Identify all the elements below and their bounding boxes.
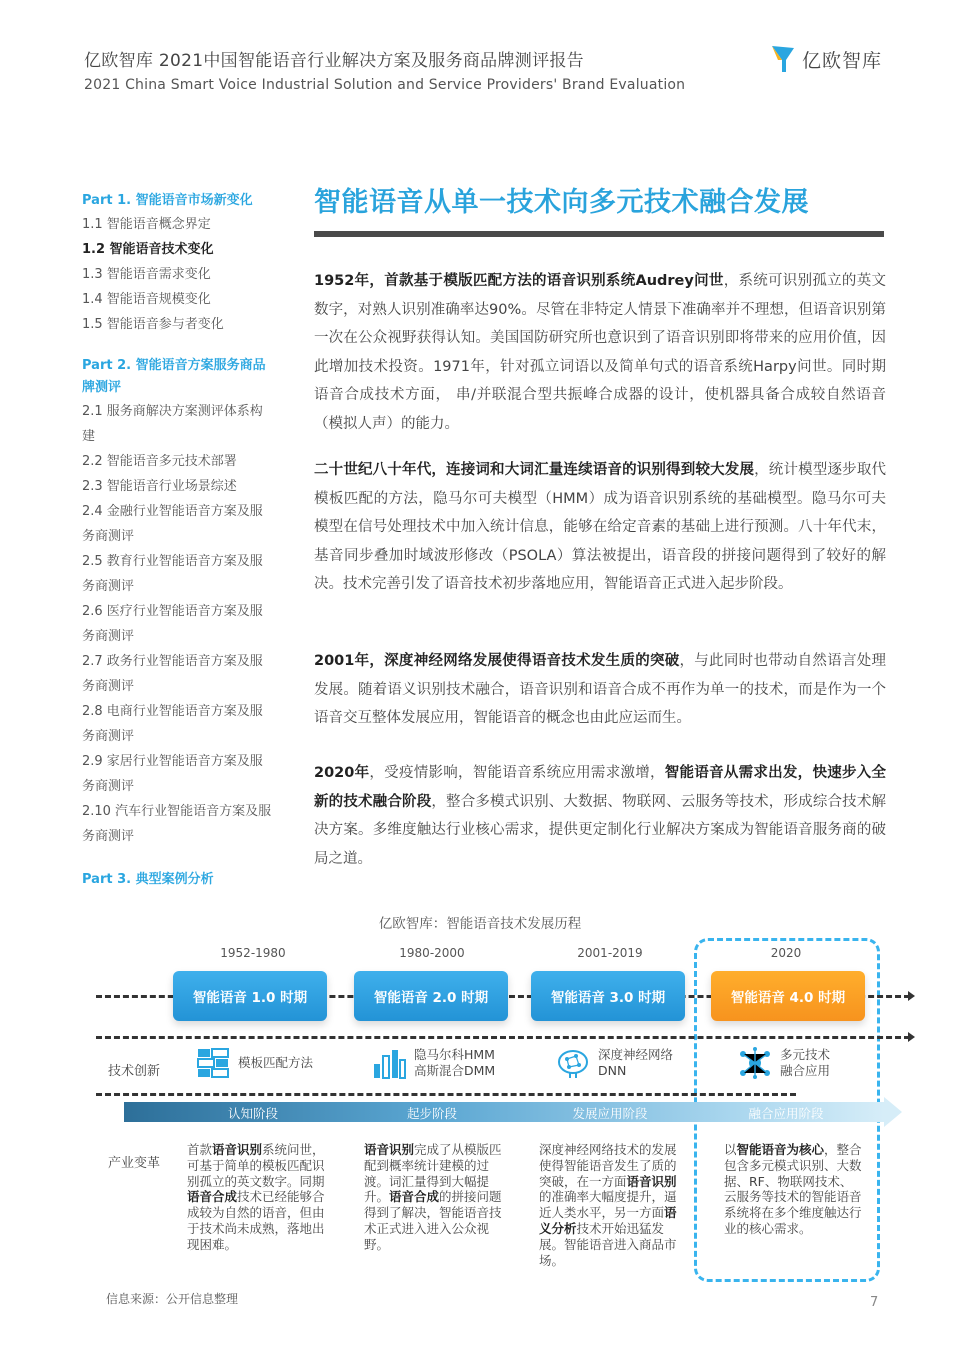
tech-label: 深度神经网络 <box>598 1047 674 1062</box>
era-4-badge: 智能语音 4.0 时期 <box>711 971 865 1021</box>
paragraph-emphasis: 智能语音从需求出发，快速步入全新的技术融合阶段 <box>314 765 887 810</box>
title-divider <box>314 231 884 237</box>
desc-text: 的拼接问题得到了解决，智能语音技术正式进入进入公众视野。 <box>364 1189 502 1252</box>
toc-item[interactable]: 2.7 政务行业智能语音方案及服务商测评 <box>82 654 263 694</box>
era-4-description <box>724 1142 864 1237</box>
paragraph-body: ，系统可识别孤立的英文数字，对熟人识别准确率达90%。尽管在非特定人情景下准确率并不理想，但语音识别第一次在公众视野获得认知。美国国防研究所也意识到了语音识别即将带来的应用价值，因此增加技术投资。1971年，针对孤立词语以及简单句式的语音系统Harpy问世。同时期语音合成技术方面， 串/并联混合型共振峰合成器的设计，使机器具备合成较自然语音（模拟人声）的能力。 <box>314 273 886 432</box>
toc-item[interactable]: 1.4 智能语音规模变化 <box>82 292 211 307</box>
paragraph-lead: 二十世纪八十年代，连接词和大词汇量连续语音的识别得到较大发展 <box>314 462 755 478</box>
desc-text: 的准确率大幅度提升，逼近人类水平，另一方面 <box>539 1189 677 1221</box>
tech-label: 隐马尔科HMM <box>414 1047 495 1062</box>
toc-item[interactable]: 2.9 家居行业智能语音方案及服务商测评 <box>82 754 263 794</box>
timeline-dash-middle <box>96 1036 910 1039</box>
toc-item[interactable]: 2.8 电商行业智能语音方案及服务商测评 <box>82 704 263 744</box>
era-year: 2020 <box>770 946 802 960</box>
arrow-right-icon <box>908 991 915 1001</box>
toc-item[interactable]: 1.5 智能语音参与者变化 <box>82 317 224 332</box>
desc-text: 以 <box>724 1142 737 1157</box>
section-title: 智能语音从单一技术向多元技术融合发展 <box>314 187 809 218</box>
row-label-tech: 技术创新 <box>108 1064 161 1079</box>
toc-item[interactable]: 2.1 服务商解决方案测评体系构建 <box>82 404 263 444</box>
tech-label: 模板匹配方法 <box>238 1055 314 1070</box>
toc-part-1[interactable]: Part 1. 智能语音市场新变化 <box>82 193 253 208</box>
tech-label: 高斯混合DMM <box>414 1063 496 1078</box>
desc-emphasis: 语音识别 <box>364 1142 415 1157</box>
tech-item <box>196 1046 313 1080</box>
figure-title: 亿欧智库：智能语音技术发展历程 <box>378 916 582 932</box>
paragraph-1980s <box>314 456 886 599</box>
logo-text: 亿欧智库 <box>802 49 883 72</box>
desc-emphasis: 语音识别 <box>212 1142 263 1157</box>
toc-item[interactable]: 2.5 教育行业智能语音方案及服务商测评 <box>82 554 263 594</box>
desc-emphasis: 语音合成 <box>187 1189 238 1205</box>
toc-item[interactable]: 2.4 金融行业智能语音方案及服务商测评 <box>82 504 263 544</box>
paragraph-lead: 2001年，深度神经网络发展使得语音技术发生质的突破 <box>314 653 680 669</box>
table-of-contents <box>82 190 282 891</box>
stage-label: 融合应用阶段 <box>748 1106 824 1121</box>
stage-label: 发展应用阶段 <box>572 1106 648 1121</box>
toc-item[interactable]: 2.3 智能语音行业场景综述 <box>82 479 237 494</box>
era-year: 2001-2019 <box>577 946 643 960</box>
era-year: 1980-2000 <box>399 946 465 960</box>
paragraph-lead: 2020年 <box>314 765 370 781</box>
tech-label: 多元技术 <box>780 1047 831 1062</box>
report-title-cn: 亿欧智库 2021中国智能语音行业解决方案及服务商品牌测评报告 <box>84 51 584 71</box>
era-year: 1952-1980 <box>220 946 286 960</box>
paragraph-body: ，统计模型逐步取代模板匹配的方法，隐马尔可夫模型（HMM）成为语音识别系统的基础模型。隐马尔可夫模型在信号处理技术中加入统计信息，能够在给定音素的基础上进行预测。八十年代末，基音同步叠加时域波形修改（PSOLA）算法被提出，语音段的拼接问题得到了较好的解决。技术完善引发了语音技术初步落地应用，智能语音正式进入起步阶段。 <box>314 462 887 592</box>
page-number: 7 <box>870 1295 879 1310</box>
toc-item[interactable]: 1.3 智能语音需求变化 <box>82 267 211 282</box>
paragraph-body: ，受疫情影响，智能语音系统应用需求激增， <box>369 765 665 781</box>
fusion-nodes-icon <box>738 1046 772 1080</box>
tech-label: DNN <box>598 1063 627 1078</box>
toc-item[interactable]: 2.10 汽车行业智能语音方案及服务商测评 <box>82 804 272 844</box>
desc-emphasis: 语音合成 <box>389 1189 440 1205</box>
stage-label: 认知阶段 <box>227 1106 278 1121</box>
toc-item-current[interactable]: 1.2 智能语音技术变化 <box>82 242 214 257</box>
era-3-badge: 智能语音 3.0 时期 <box>531 971 685 1021</box>
toc-part-3[interactable]: Part 3. 典型案例分析 <box>82 872 214 887</box>
paragraph-body: ，整合多模式识别、大数据、物联网、云服务等技术，形成综合技术解决方案。多维度触达行业核心需求，提供更定制化行业解决方案成为智能语音服务商的破局之道。 <box>314 793 887 867</box>
desc-text: 系统问世，可基于简单的模板匹配识别孤立的英文数字。同期 <box>187 1142 325 1189</box>
desc-text: 首款 <box>187 1142 213 1157</box>
era-2-description <box>364 1142 504 1253</box>
tech-item <box>556 1046 673 1080</box>
brain-network-icon <box>556 1046 590 1080</box>
desc-emphasis: 智能语音为核心 <box>736 1142 825 1157</box>
toc-part-2[interactable]: Part 2. 智能语音方案服务商品牌测评 <box>82 358 266 395</box>
row-label-industry: 产业变革 <box>108 1156 161 1171</box>
paragraph-2020 <box>314 759 886 873</box>
timeline-dash-bottom <box>96 1093 796 1096</box>
desc-emphasis: 语音识别 <box>626 1173 677 1189</box>
toc-item[interactable]: 1.1 智能语音概念界定 <box>82 217 211 232</box>
desc-text: 完成了从模版匹配到概率统计建模的过渡。词汇量得到大幅提升。 <box>364 1142 502 1205</box>
tech-item <box>738 1046 830 1080</box>
toc-item[interactable]: 2.6 医疗行业智能语音方案及服务商测评 <box>82 604 263 644</box>
era-3-description <box>539 1142 679 1268</box>
era-1-description <box>187 1142 327 1253</box>
figure-source: 信息来源：公开信息整理 <box>106 1292 239 1306</box>
stage-arrow-tip <box>884 1097 902 1127</box>
paragraph-lead: 1952年，首款基于模版匹配方法的语音识别系统Audrey问世 <box>314 273 724 289</box>
era-1-badge: 智能语音 1.0 时期 <box>173 971 327 1021</box>
desc-text: 深度神经网络技术的发展使得智能语音发生了质的突破，在一方面 <box>539 1142 677 1189</box>
report-title-en: 2021 China Smart Voice Industrial Solution and Service Providers' Brand Evaluation <box>84 77 686 93</box>
paragraph-2001 <box>314 647 886 733</box>
paragraph-body: ，与此同时也带动自然语言处理发展。随着语义识别技术融合，语音识别和语音合成不再作为单一的技术，而是作为一个语音交互整体发展应用，智能语音的概念也由此应运而生。 <box>314 653 886 726</box>
bar-chart-icon <box>372 1046 406 1080</box>
tech-label: 融合应用 <box>780 1063 831 1078</box>
logo-icon <box>770 44 796 74</box>
desc-text: 技术开始迅猛发展。智能语音进入商品市场。 <box>539 1220 677 1268</box>
arrow-right-icon <box>908 1032 915 1042</box>
desc-text: 技术已经能够合成较为自然的语音，但由于技术尚未成熟，落地出现困难。 <box>187 1189 325 1252</box>
desc-emphasis: 语义分析 <box>539 1205 677 1236</box>
toc-item[interactable]: 2.2 智能语音多元技术部署 <box>82 454 237 469</box>
era-2-badge: 智能语音 2.0 时期 <box>354 971 508 1021</box>
stage-label: 起步阶段 <box>406 1106 457 1121</box>
brand-logo <box>770 44 882 74</box>
tech-item <box>372 1046 495 1080</box>
desc-text: ，整合包含多元模式识别、大数据、RF、物联网技术、云服务等技术的智能语音系统将在多个维度触达行业的核心需求。 <box>724 1142 862 1236</box>
template-grid-icon <box>196 1046 230 1080</box>
paragraph-1952 <box>314 267 886 438</box>
